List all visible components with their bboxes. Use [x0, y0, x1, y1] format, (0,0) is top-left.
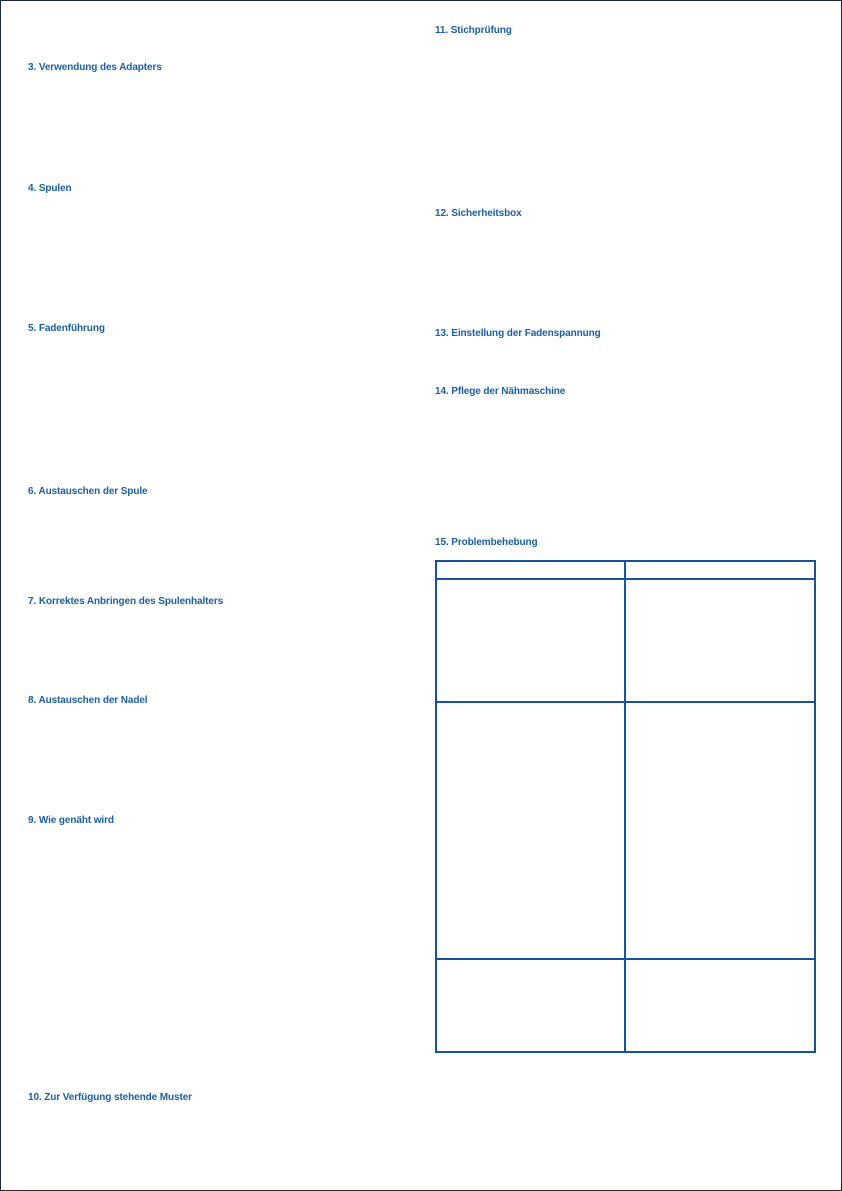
troubleshooting-table — [435, 560, 816, 1053]
section-heading-adapter: 3. Verwendung des Adapters — [28, 62, 162, 73]
section-heading-austauschen-nadel: 8. Austauschen der Nadel — [28, 695, 148, 706]
section-heading-fadenfuehrung: 5. Fadenführung — [28, 323, 105, 334]
section-heading-spulenhalter: 7. Korrektes Anbringen des Spulenhalters — [28, 596, 224, 607]
table-row-divider — [437, 701, 814, 703]
section-heading-sicherheitsbox: 12. Sicherheitsbox — [435, 208, 522, 219]
section-heading-naehen: 9. Wie genäht wird — [28, 815, 114, 826]
section-heading-problembehebung: 15. Problembehebung — [435, 537, 538, 548]
section-heading-muster: 10. Zur Verfügung stehende Muster — [28, 1092, 192, 1103]
section-heading-stichpruefung: 11. Stichprüfung — [435, 25, 512, 36]
section-heading-austauschen-spule: 6. Austauschen der Spule — [28, 486, 148, 497]
section-heading-spulen: 4. Spulen — [28, 183, 72, 194]
section-heading-pflege: 14. Pflege der Nähmaschine — [435, 386, 566, 397]
table-column-divider — [624, 562, 626, 1051]
table-row-divider — [437, 958, 814, 960]
section-heading-fadenspannung: 13. Einstellung der Fadenspannung — [435, 328, 601, 339]
